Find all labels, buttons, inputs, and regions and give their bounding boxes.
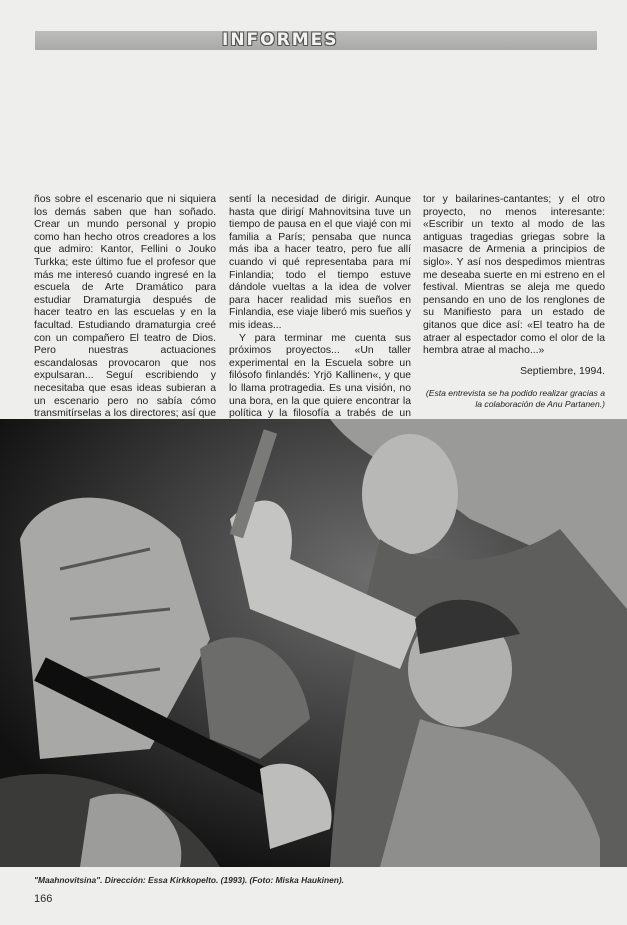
photo-caption: "Maahnovitsina". Dirección: Essa Kirkkopelto. (1993). (Foto: Miska Haukinen).: [34, 875, 344, 885]
stage-photograph: [0, 419, 627, 867]
article-date: Septiembre, 1994.: [520, 365, 605, 377]
credit-note: (Esta entrevista se ha podido realizar gracias a la colaboración de Anu Partanen.): [425, 388, 605, 410]
text-column-2: [229, 194, 411, 433]
paragraph: sentí la necesidad de dirigir. Aunque hasta que dirigí Mahnovitsina tuve un tiempo de pausa en el que viajé con mi familia a París; pensaba que nunca más iba a hacer teatro, pero fue allí cuando vi qué representaba para mí Finlandia; todo el tiempo estuve dándole vueltas a la idea de volver para hacer realidad mis sueños en Finlandia, ese viaje liberó mis sueños y mis ideas...: [229, 194, 411, 331]
section-title: INFORMES: [222, 30, 339, 50]
page-number: 166: [34, 893, 53, 905]
paragraph: tor y bailarines-cantantes; y el otro proyecto, no menos interesante: «Escribir un texto al modo de las antiguas tragedias griegas sobre la masacre de Armenia a principios de siglo». Y así nos despedimos mientras me deseaba suerte en mi estreno en el festival. Mientras se aleja me quedo pensando en uno de los renglones de su Manifiesto para un estado de gitanos que dice así: «El teatro ha de atraer al espectador como el olor de la hembra atrae al macho...»: [423, 194, 605, 357]
text-column-1: [34, 194, 216, 433]
paragraph: Y para terminar me cuenta sus próximos proyectos... «Un taller experimental en la Escuela sobre un filósofo finlandés: Yrjö Kallinen«, y que lo llama protragedia. Es una visión, no una bora, en la que quiere encontrar la política y la filosofía a trabés de un: [229, 332, 411, 420]
text-column-3: [423, 194, 605, 410]
paragraph: ños sobre el escenario que ni siquiera los demás saben que han soñado. Crear un mundo personal y propio como han hecho otros creadores a los que admiro: Kantor, Fellini o Jouko Turkka; este último fue el profesor que más me interesó cuando ingresé en la escuela de Arte Dramático para estudiar Dramaturgia después de hacer teatro en las escuelas y en la facultad. Estudiando dramaturgia creé con un compañero El teatro de Dios. Pero nuestras actuaciones escandalosas provocaron que nos expulsaran... Seguí escribiendo y necesitaba que esas ideas subieran a un escenario pero no sabía cómo transmitírselas a los directores; así que: [34, 194, 216, 420]
photo-illustration: [0, 419, 627, 867]
